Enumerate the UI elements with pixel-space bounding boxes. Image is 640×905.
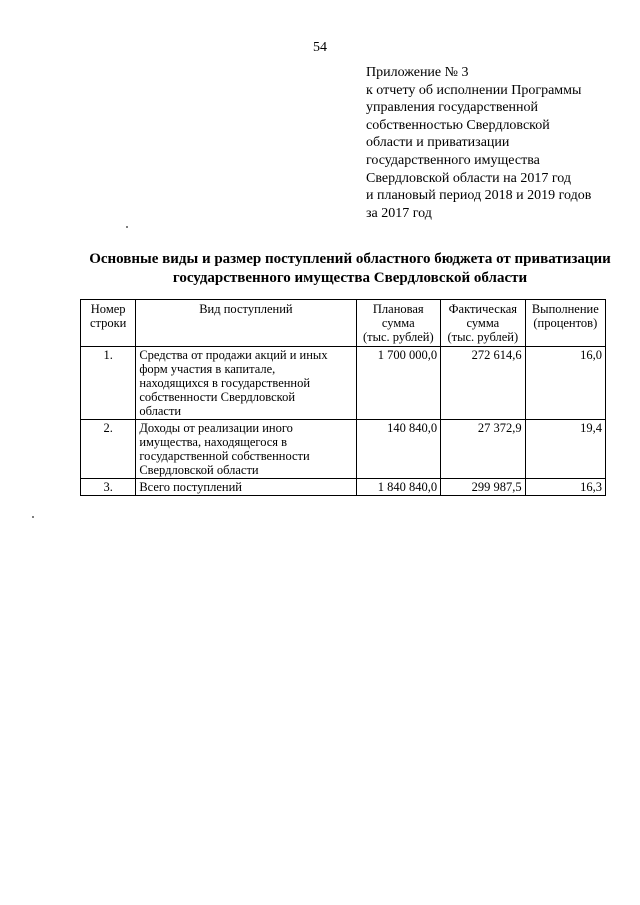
appendix-line: за 2017 год	[366, 205, 432, 221]
header-text: Фактическая	[448, 302, 517, 316]
title-line: государственного имущества Свердловской области	[172, 270, 528, 286]
header-text: сумма	[381, 316, 415, 330]
table-row	[81, 420, 606, 479]
table-header-row	[81, 300, 606, 347]
row-type-line: области	[139, 404, 182, 418]
row-type-line: Средства от продажи акций и иных	[139, 348, 328, 362]
header-text: (процентов)	[533, 316, 598, 330]
appendix-line: собственностью Свердловской	[366, 117, 550, 133]
appendix-line: Приложение № 3	[366, 65, 469, 80]
row-execution: 19,4	[525, 420, 605, 479]
row-type	[136, 420, 356, 479]
scan-speck	[126, 226, 128, 228]
appendix-line: Свердловской области на 2017 год	[366, 170, 571, 186]
header-text: (тыс. рублей)	[362, 330, 434, 344]
row-number: 1.	[81, 347, 136, 420]
row-plan: 140 840,0	[356, 420, 441, 479]
appendix-line: области и приватизации	[366, 135, 510, 151]
row-number: 2.	[81, 420, 136, 479]
header-text: Плановая	[372, 302, 424, 316]
row-type-line: Свердловской области	[139, 463, 259, 477]
page-number: 54	[313, 40, 327, 55]
header-plan	[356, 300, 441, 347]
document-title	[70, 250, 630, 288]
row-fact: 299 987,5	[441, 479, 526, 496]
revenue-table	[80, 299, 606, 496]
header-type	[136, 300, 356, 347]
row-type-line: имущества, находящегося в	[139, 435, 288, 449]
row-type	[136, 479, 356, 496]
row-type-line: находящихся в государственной	[139, 376, 311, 390]
row-type-line: форм участия в капитале,	[139, 362, 276, 376]
appendix-line: управления государственной	[366, 100, 539, 116]
header-number	[81, 300, 136, 347]
table-row	[81, 347, 606, 420]
header-text: сумма	[466, 316, 500, 330]
row-type-line: собственности Свердловской	[139, 390, 296, 404]
scan-speck	[32, 516, 34, 518]
appendix-block	[366, 64, 636, 222]
row-plan: 1 700 000,0	[356, 347, 441, 420]
row-type-line: Всего поступлений	[139, 480, 242, 494]
header-text: Номер	[90, 302, 126, 316]
row-type-line: Доходы от реализации иного	[139, 421, 293, 435]
row-fact: 272 614,6	[441, 347, 526, 420]
row-plan: 1 840 840,0	[356, 479, 441, 496]
row-execution: 16,0	[525, 347, 605, 420]
appendix-line: к отчету об исполнении Программы	[366, 82, 582, 98]
header-text: Выполнение	[531, 302, 599, 316]
appendix-line: и плановый период 2018 и 2019 годов	[366, 188, 592, 204]
row-fact: 27 372,9	[441, 420, 526, 479]
table-row	[81, 479, 606, 496]
header-text: Вид поступлений	[199, 302, 293, 316]
title-line: Основные виды и размер поступлений областного бюджета от приватизации	[89, 251, 611, 267]
appendix-line: государственного имущества	[366, 152, 540, 168]
header-execution	[525, 300, 605, 347]
row-number: 3.	[81, 479, 136, 496]
row-type	[136, 347, 356, 420]
header-text: строки	[89, 316, 127, 330]
row-execution: 16,3	[525, 479, 605, 496]
header-text: (тыс. рублей)	[447, 330, 519, 344]
header-fact	[441, 300, 526, 347]
row-type-line: государственной собственности	[139, 449, 310, 463]
